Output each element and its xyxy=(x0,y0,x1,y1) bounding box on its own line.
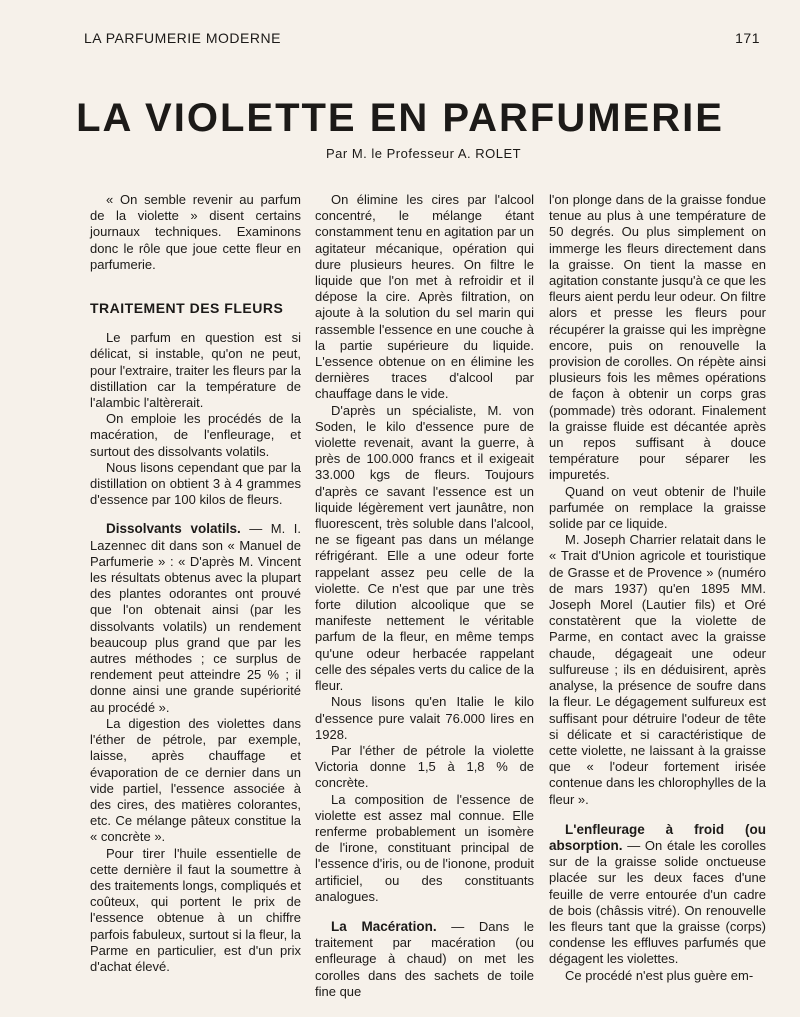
paragraph-maceration xyxy=(315,919,534,1000)
paragraph-text: — Dans le traitement par macération (ou enfleurage à chaud) on met les corolles dans des sachets de toile fine que xyxy=(315,918,534,999)
paragraph-text: — On étale les corolles sur de la graisse solide onctueuse placée sur les deux faces d'une feuille de verre entourée d'un cadre de bois (châssis vitré). On renouvelle les fleurs tant que la graisse (corps) condense les effluves parfumés que dégagent les violettes. xyxy=(549,837,766,967)
column-1 xyxy=(90,192,301,975)
paragraph: Pour tirer l'huile essentielle de cette dernière il faut la soumettre à des traitements longs, compliqués et coûteux, qui portent le prix de l'essence obtenue à un chiffre parfois fabuleux, surtout si la fleur, la Parme en particulier, est d'un prix d'achat élevé. xyxy=(90,845,302,974)
paragraph: La digestion des violettes dans l'éther de pétrole, par exemple, laisse, après chauffage et évaporation de ce dernier dans un vide partiel, l'essence associée à des cires, des matières colorantes, etc. Ce mélange pâteux constitue la « concrète ». xyxy=(90,715,301,845)
running-head xyxy=(84,30,760,46)
run-in-heading: Dissolvants volatils. xyxy=(106,521,241,537)
paragraph: Quand on veut obtenir de l'huile parfumée on remplace la graisse solide par ce liquide. xyxy=(549,483,766,532)
page-number: 171 xyxy=(735,30,760,46)
article-title: LA VIOLETTE EN PARFUMERIE xyxy=(76,96,724,140)
paragraph: Le parfum en question est si délicat, si instable, qu'on ne peut, pour l'extraire, traiter les fleurs par la distillation car la température de l'alambic l'altèrerait. xyxy=(90,330,301,411)
paragraph-enfleurage xyxy=(549,822,766,968)
paragraph-continued: l'on plonge dans de la graisse fondue tenue au plus à une température de 50 degrés. Ou plus simplement on immerge les fleurs directement dans la graisse. On tient la masse en agitation constante jusqu'à ce que les fleurs aient perdu leur odeur. On filtre alors et presse les fleurs pour récupérer la graisse qui les imprègne encore, puis on renouvelle la provision de corolles. On répète ainsi plusieurs fois les mêmes opérations de façon à obtenir un corps gras (pommade) très odorant. Finalement la graisse fluide est décantée après un repos suffisant à douce température pour séparer les impuretés. xyxy=(549,192,766,483)
paragraph-dissolvants xyxy=(90,521,301,715)
paragraph: Nous lisons cependant que par la distillation on obtient 3 à 4 grammes d'essence par 100 kilos de fleurs. xyxy=(90,459,301,508)
article-byline: Par M. le Professeur A. ROLET xyxy=(326,146,522,161)
run-in-heading: La Macération. xyxy=(331,918,437,934)
paragraph: M. Joseph Charrier relatait dans le « Trait d'Union agricole et touristique de Grasse et de Provence » (numéro de mars 1937) qu'en 1895 MM. Joseph Morel (Lautier fils) et Oré constatèrent que la violette de Parme, en contact avec la graisse chaude, dégageait une odeur sulfureuse ; ils en déduisirent, après analyse, la présence de soufre dans la fleur. Le dégagement sulfureux est suffisant pour détruire l'odeur de tête si délicate et si caractéristique de cette violette, ne laissant à la graisse que « l'odeur fortement irisée contenue dans les chlorophylles de la fleur ». xyxy=(549,532,766,807)
column-3 xyxy=(549,192,766,984)
journal-name: LA PARFUMERIE MODERNE xyxy=(84,30,281,46)
paragraph: On élimine les cires par l'alcool concentré, le mélange étant constamment tenu en agitation par un agitateur mécanique, opération qui dure plusieurs heures. On filtre le liquide que l'on met à refroidir et il dépose la cire. Après filtration, on ajoute à la solution du sel marin qui rassemble l'essence en une couche à la partie supérieure du liquide. L'essence obtenue on en élimine les dernières traces d'alcool par chauffage dans le vide. xyxy=(315,192,534,402)
section-heading: TRAITEMENT DES FLEURS xyxy=(90,300,284,317)
paragraph: Nous lisons qu'en Italie le kilo d'essence pure valait 76.000 lires en 1928. xyxy=(315,694,534,742)
run-in-heading: L'enfleurage à froid (ou absorption. xyxy=(549,821,766,853)
paragraph: On emploie les procédés de la macération, de l'enfleurage, et surtout des dissolvants volatils. xyxy=(90,411,301,459)
paragraph: La composition de l'essence de violette est assez mal connue. Elle renferme probablement un isomère de l'irone, constituant principal de l'essence d'iris, ou de l'ionone, produit artificiel, ou des constituants analogues. xyxy=(315,791,534,904)
paragraph: Ce procédé n'est plus guère em- xyxy=(565,967,754,983)
paragraph: Par l'éther de pétrole la violette Victoria donne 1,5 à 1,8 % de concrète. xyxy=(315,742,534,791)
paragraph-text: — M. I. Lazennec dit dans son « Manuel de Parfumerie » : « D'après M. Vincent les résultats obtenus avec la plupart des plantes odorantes ont prouvé que l'on obtenait ainsi (par les dissolvants volatils) un rendement beaucoup plus grand que par les autres méthodes ; ce surplus de rendement peut atteindre 25 % ; il donne ainsi une grande supériorité au procédé ». xyxy=(90,521,301,715)
column-2 xyxy=(315,192,534,1000)
intro-paragraph: « On semble revenir au parfum de la violette » disent certains journaux techniques. Examinons donc le rôle que joue cette fleur en parfumerie. xyxy=(90,192,301,272)
paragraph: D'après un spécialiste, M. von Soden, le kilo d'essence pure de violette revenait, avant la guerre, à près de 100.000 francs et il exigeait 33.000 kgs de fleurs. Toujours d'après ce savant l'essence est un liquide légèrement vert jaunâtre, non fluorescent, très soluble dans l'alcool, ne se figeant pas dans un mélange réfrigérant. Elle a une odeur forte rappelant assez peu celle de la violette. Ce n'est que par une très forte dilution alcoolique que se manifeste nettement le véritable parfum de la fleur, en même temps qu'une odeur herbacée rappelant celle des sépales verts du calice de la fleur. xyxy=(315,402,534,694)
